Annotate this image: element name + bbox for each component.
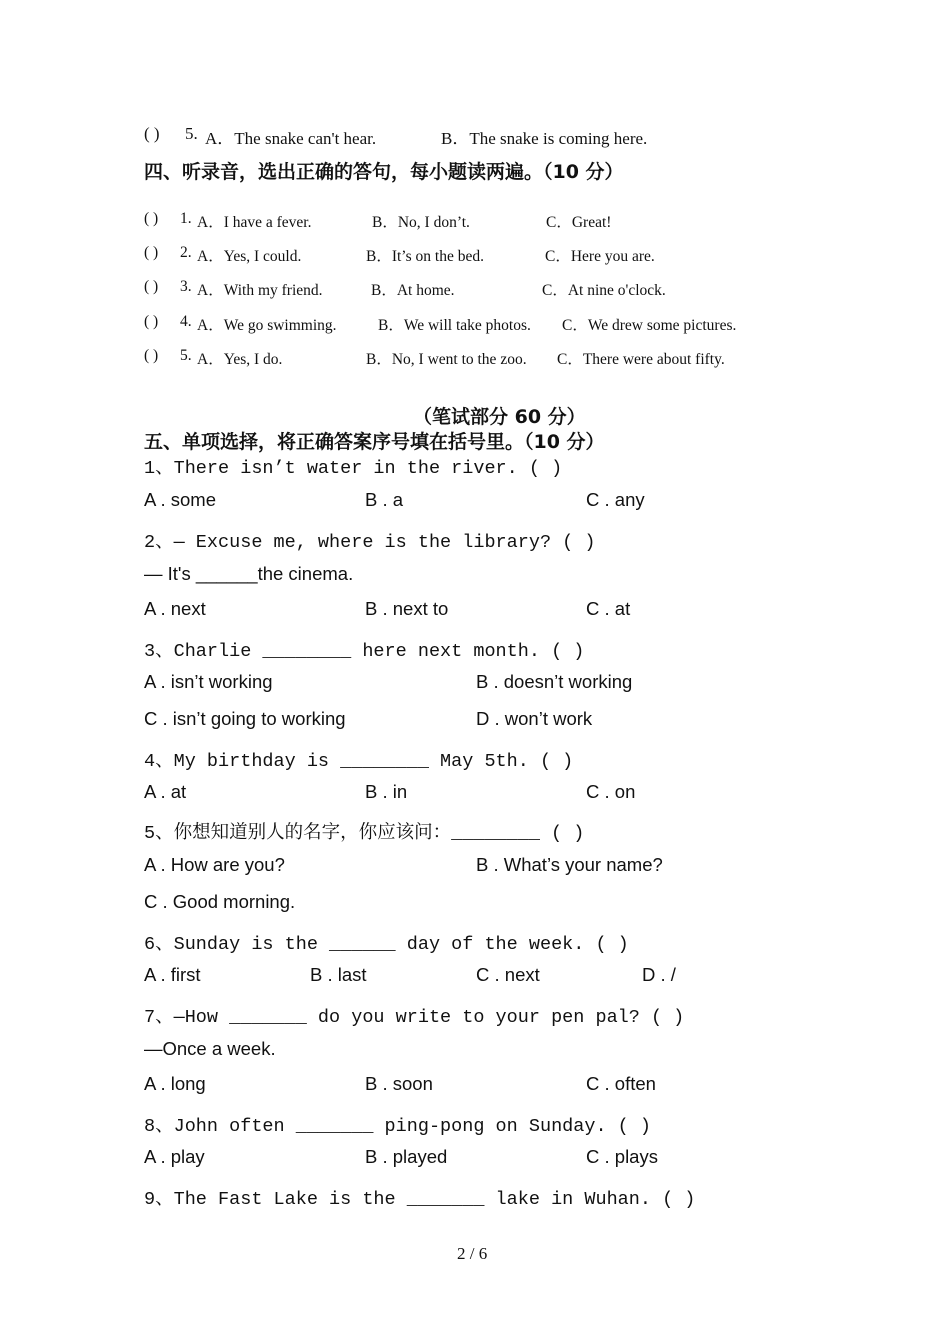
p5-q1-option-b: B . a (365, 489, 404, 510)
p5-q1-option-a: A . some (144, 489, 216, 510)
p5-q3-stem: 3、Charlie ________ here next month. ( ) (144, 641, 585, 662)
p4-q4-option-c: C．We drew some pictures. (562, 317, 737, 334)
p5-q3-option-b: B . doesn’t working (476, 671, 633, 692)
p4-q3-bracket: ( ) (144, 278, 159, 295)
p4-q5-option-a: A．Yes, I do. (197, 351, 283, 368)
p5-q8-option-c: C . plays (586, 1146, 658, 1167)
p4-q2-option-b: B．It’s on the bed. (366, 248, 484, 265)
page-number: 2 / 6 (457, 1244, 488, 1263)
p5-q9-stem: 9、The Fast Lake is the _______ lake in Wuhan. ( ) (144, 1189, 696, 1210)
p5-q8-stem: 8、John often _______ ping-pong on Sunday. ( ) (144, 1116, 651, 1137)
p5-q4-option-a: A . at (144, 781, 187, 802)
p4-q3-num: 3. (180, 278, 192, 295)
p5-q7-stem: 7、—How _______ do you write to your pen pal? ( ) (144, 1007, 685, 1028)
p4-q4-num: 4. (180, 313, 192, 330)
p4-q4-bracket: ( ) (144, 313, 159, 330)
p4-q5-option-c: C．There were about fifty. (557, 351, 725, 368)
p5-q4-option-b: B . in (365, 781, 408, 802)
p5-q1-option-c: C . any (586, 489, 645, 510)
p5-q8-option-b: B . played (365, 1146, 448, 1167)
p5-q7-option-b: B . soon (365, 1073, 433, 1094)
p4-q5-bracket: ( ) (144, 347, 159, 364)
p4-q5-option-b: B．No, I went to the zoo. (366, 351, 527, 368)
p5-q5-stem: 5、你想知道别人的名字，你应该问：________ ( ) (144, 823, 585, 844)
p4-q1-option-a: A．I have a fever. (197, 214, 312, 231)
p4-q5-num: 5. (180, 347, 192, 364)
p5-q7-option-c: C . often (586, 1073, 656, 1094)
p5-q6-option-d: D . / (642, 964, 676, 985)
p5-q6-stem: 6、Sunday is the ______ day of the week. ( ) (144, 934, 629, 955)
part5-title: 五、单项选择，将正确答案序号填在括号里。（10 分） (144, 431, 605, 453)
p5-q7-reply: —Once a week. (144, 1038, 276, 1059)
p5-q2-option-b: B . next to (365, 598, 449, 619)
p5-q4-option-c: C . on (586, 781, 636, 802)
p5-q2-option-a: A . next (144, 598, 206, 619)
p5-q3-option-c: C . isn’t going to working (144, 708, 346, 729)
p4-q2-bracket: ( ) (144, 244, 159, 261)
p4-q1-option-c: C．Great! (546, 214, 612, 231)
p3-q5-num: 5. (185, 124, 198, 143)
p3-q5-option-b: B．The snake is coming here. (441, 129, 648, 148)
p4-q4-option-b: B．We will take photos. (378, 317, 531, 334)
p4-q3-option-b: B．At home. (371, 282, 455, 299)
p4-q2-num: 2. (180, 244, 192, 261)
p4-q3-option-c: C．At nine o'clock. (542, 282, 666, 299)
p5-q4-stem: 4、My birthday is ________ May 5th. ( ) (144, 751, 574, 772)
p5-q6-option-a: A . first (144, 964, 201, 985)
p5-q3-option-d: D . won’t work (476, 708, 593, 729)
p3-q5-bracket: ( ) (144, 124, 160, 143)
p4-q2-option-c: C．Here you are. (545, 248, 655, 265)
p5-q5-option-c: C . Good morning. (144, 891, 296, 912)
p4-q4-option-a: A．We go swimming. (197, 317, 337, 334)
p3-q5-option-a: A．The snake can't hear. (205, 129, 377, 148)
p4-q2-option-a: A．Yes, I could. (197, 248, 302, 265)
p5-q8-option-a: A . play (144, 1146, 205, 1167)
p5-q6-option-b: B . last (310, 964, 367, 985)
p4-q1-option-b: B．No, I don’t. (372, 214, 470, 231)
p5-q1-stem: 1、There isn’t water in the river. ( ) (144, 458, 563, 479)
p5-q2-reply: — It's ______the cinema. (144, 563, 354, 584)
written-part-heading: （笔试部分 60 分） (413, 406, 586, 428)
p5-q5-option-b: B . What’s your name? (476, 854, 663, 875)
p5-q5-option-a: A . How are you? (144, 854, 285, 875)
part4-title: 四、听录音，选出正确的答句，每小题读两遍。（10 分） (144, 161, 624, 183)
p5-q2-option-c: C . at (586, 598, 631, 619)
p4-q3-option-a: A．With my friend. (197, 282, 323, 299)
p5-q2-stem: 2、— Excuse me, where is the library? ( ) (144, 532, 596, 553)
p4-q1-num: 1. (180, 210, 192, 227)
p5-q6-option-c: C . next (476, 964, 540, 985)
p4-q1-bracket: ( ) (144, 210, 159, 227)
p5-q3-option-a: A . isn’t working (144, 671, 273, 692)
p5-q7-option-a: A . long (144, 1073, 206, 1094)
